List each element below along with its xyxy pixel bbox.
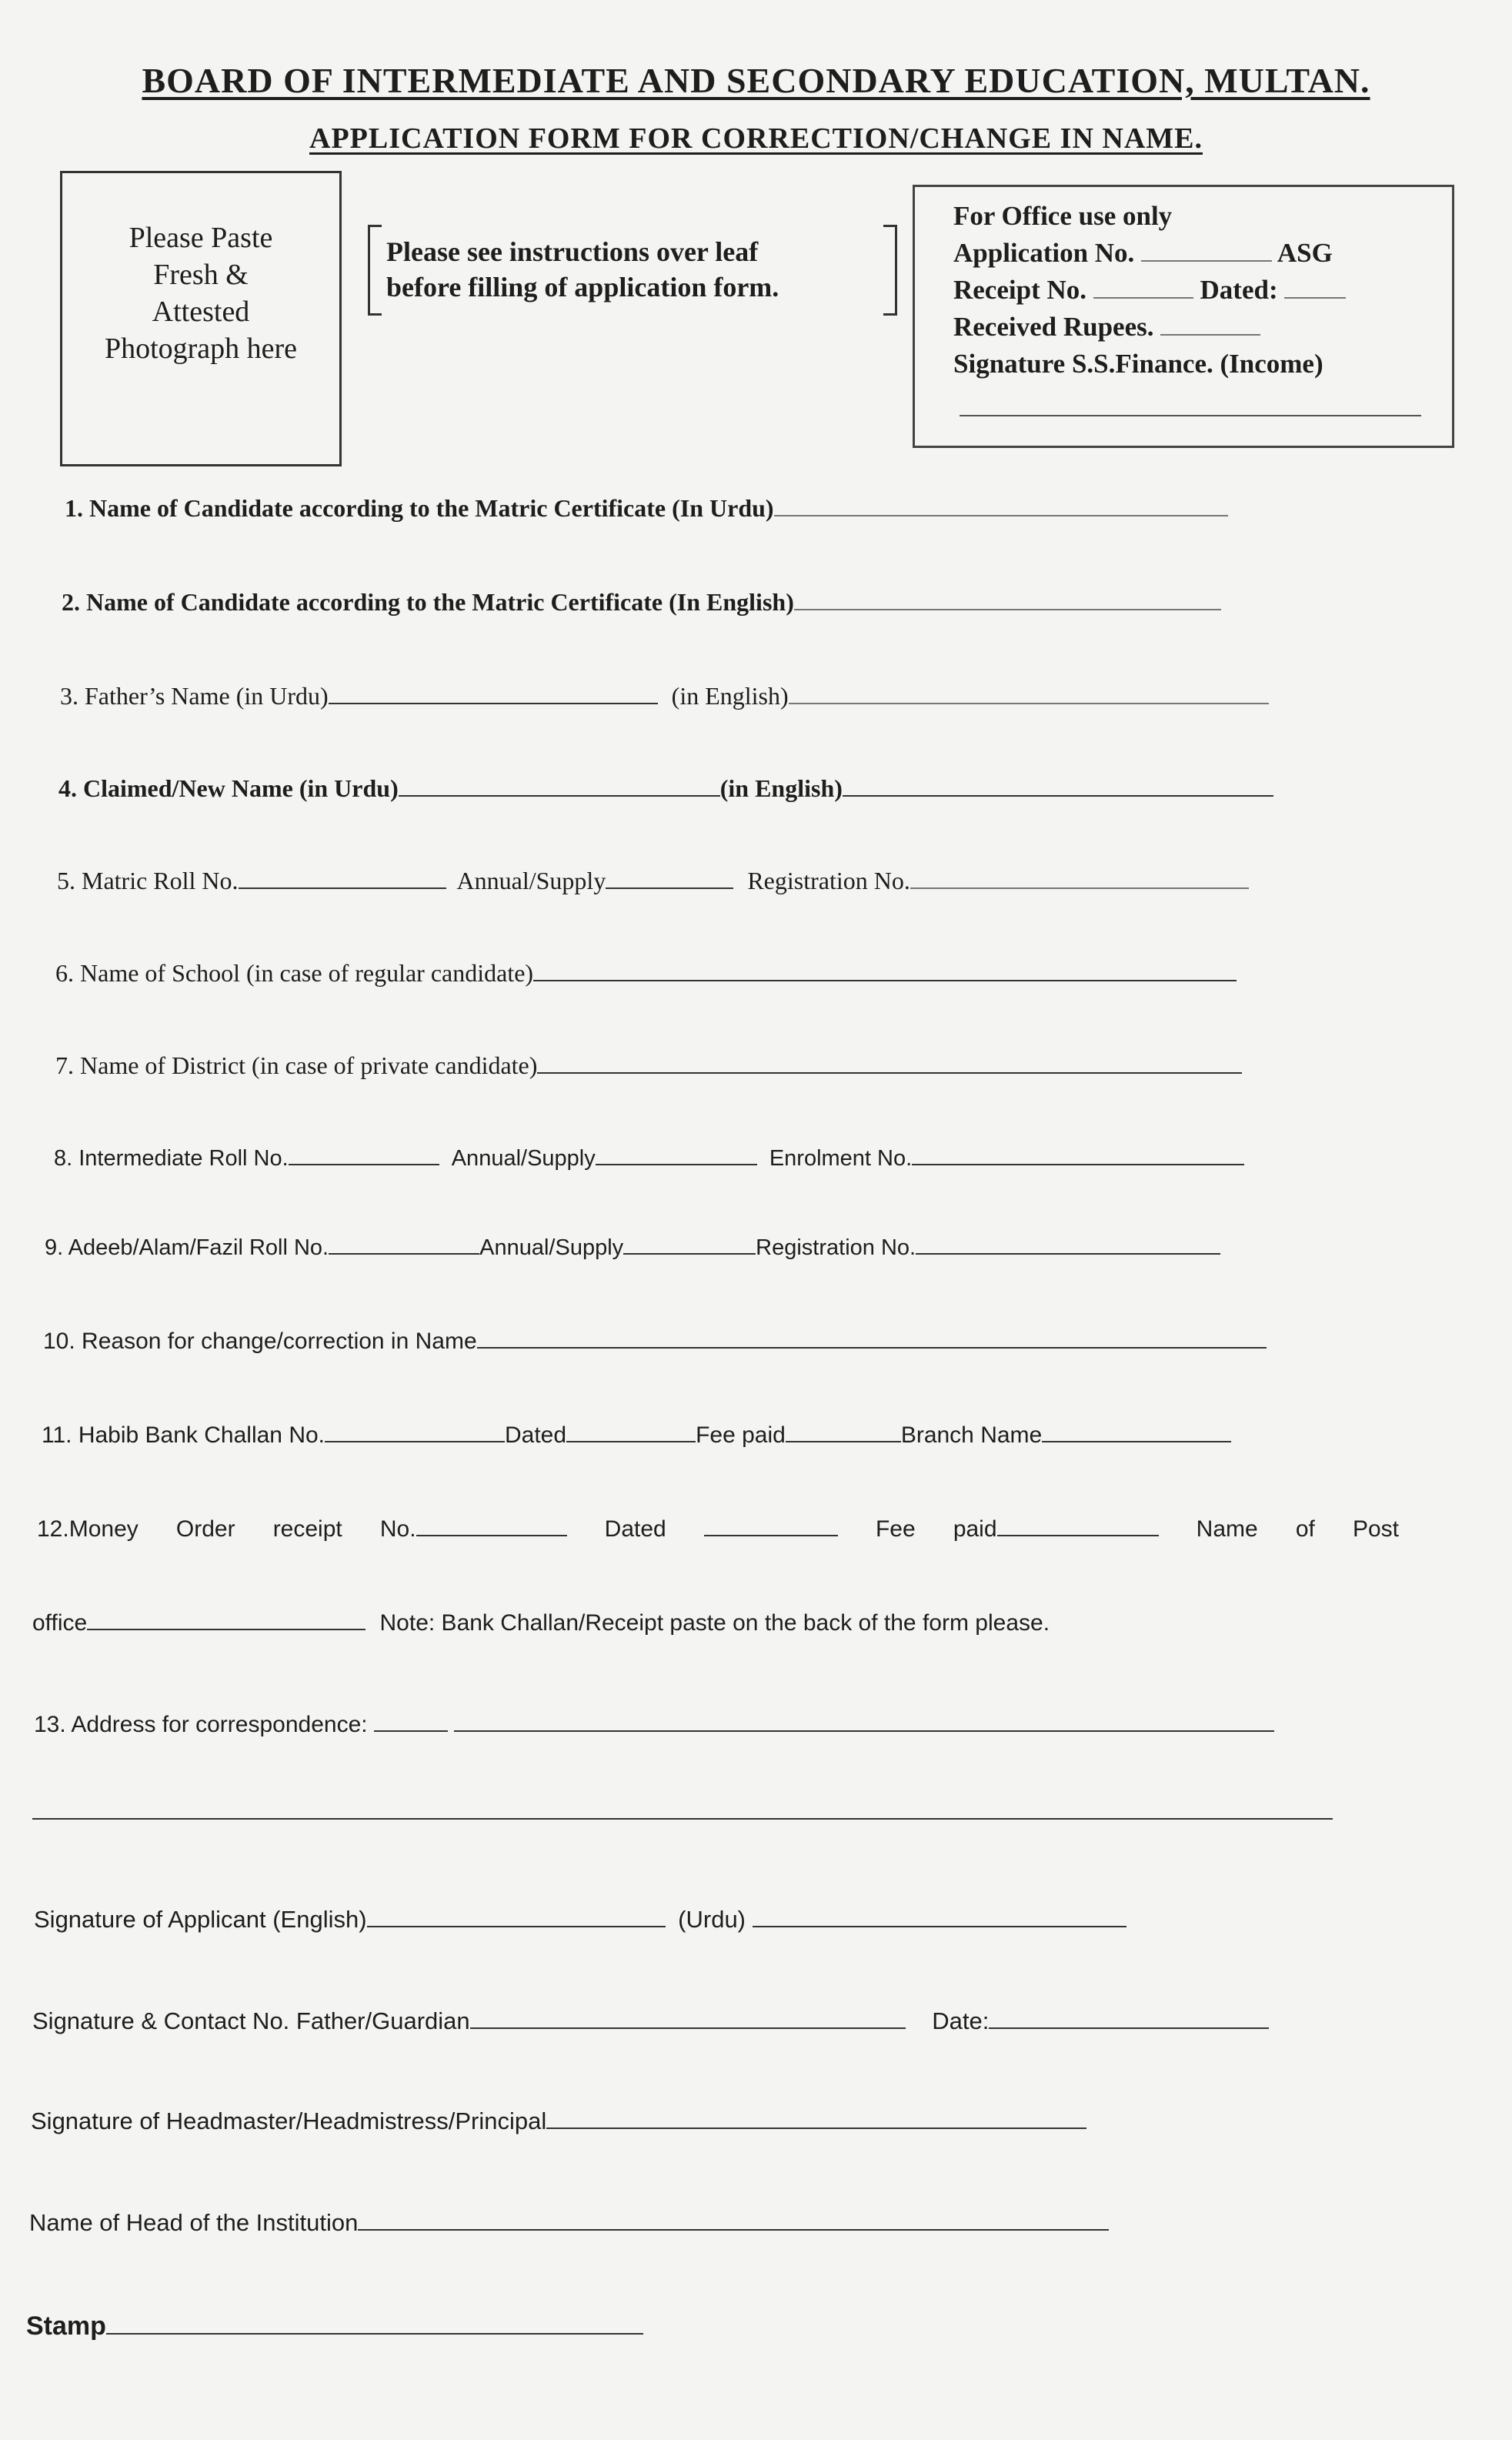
address-line-2[interactable] [32, 1818, 1333, 1820]
urdu-signature-label: (Urdu) [678, 1906, 746, 1933]
photo-paste-box [60, 171, 342, 466]
field-9-row [45, 1232, 1220, 1263]
adeeb-roll-no-input[interactable] [329, 1232, 479, 1255]
challan-note: Note: Bank Challan/Receipt paste on the back of the form please. [379, 1610, 1050, 1636]
intermediate-annual-supply-input[interactable] [596, 1142, 757, 1165]
receipt-no-label: Receipt No. [953, 275, 1087, 305]
field-9-annual-label: Annual/Supply [479, 1235, 624, 1260]
adeeb-registration-no-input[interactable] [916, 1232, 1220, 1255]
field-2-label: 2. Name of Candidate according to the Matric Certificate (In English) [62, 588, 794, 616]
photo-line: Fresh & [153, 259, 249, 291]
received-rupees-label: Received Rupees. [953, 312, 1154, 342]
new-name-english-input[interactable] [843, 774, 1273, 797]
office-rupees-row [953, 309, 1346, 346]
adeeb-annual-supply-input[interactable] [623, 1232, 756, 1255]
field-12-label: 12.Money [37, 1516, 139, 1542]
office-receipt-row [953, 272, 1346, 309]
head-name-input[interactable] [358, 2208, 1109, 2231]
instructions-note [368, 225, 897, 316]
matric-annual-supply-input[interactable] [606, 866, 733, 889]
field-8-label: 8. Intermediate Roll No. [54, 1146, 289, 1171]
challan-dated-input[interactable] [566, 1419, 696, 1442]
name-english-input[interactable] [794, 587, 1221, 610]
asg-label: ASG [1277, 238, 1333, 268]
instructions-text [386, 234, 779, 305]
left-bracket [368, 225, 382, 316]
photo-line: Attested [152, 296, 250, 328]
field-7-label: 7. Name of District (in case of private candidate) [55, 1051, 538, 1079]
application-no-field[interactable] [1141, 239, 1272, 262]
field-12-row [37, 1513, 1399, 1545]
office-application-row [953, 235, 1346, 272]
field-12-of: of [1295, 1516, 1315, 1542]
matric-roll-no-input[interactable] [239, 866, 446, 889]
applicant-signature-urdu-input[interactable] [753, 1904, 1126, 1927]
office-dated-field[interactable] [1284, 276, 1346, 299]
received-rupees-field[interactable] [1160, 313, 1260, 336]
stamp-area[interactable] [106, 2311, 643, 2335]
field-5-row [57, 865, 1249, 896]
field-11-branch-label: Branch Name [900, 1422, 1043, 1448]
headmaster-signature-row [31, 2106, 1086, 2137]
field-9-label: 9. Adeeb/Alam/Fazil Roll No. [45, 1235, 329, 1260]
photo-line: Please Paste [129, 222, 273, 254]
address-input-start[interactable] [374, 1709, 448, 1732]
field-11-row [42, 1419, 1231, 1451]
enrolment-no-input[interactable] [912, 1142, 1244, 1165]
money-order-dated-input[interactable] [704, 1513, 838, 1536]
field-11-dated-label: Dated [505, 1422, 567, 1448]
guardian-date-input[interactable] [989, 2006, 1269, 2029]
field-13-row [34, 1709, 1274, 1740]
field-6-row [55, 958, 1237, 988]
form-title: APPLICATION FORM FOR CORRECTION/CHANGE IN NAME. [309, 122, 1203, 155]
stamp-label: Stamp [26, 2311, 106, 2341]
head-name-label: Name of Head of the Institution [29, 2209, 359, 2236]
field-11-fee-label: Fee paid [696, 1422, 786, 1448]
applicant-signature-english-input[interactable] [367, 1904, 666, 1927]
finance-signature-line[interactable] [960, 415, 1421, 416]
school-name-input[interactable] [533, 958, 1237, 981]
headmaster-signature-label: Signature of Headmaster/Headmistress/Principal [31, 2107, 547, 2134]
district-name-input[interactable] [537, 1051, 1242, 1074]
guardian-signature-input[interactable] [470, 2006, 906, 2029]
field-3-english-label: (in English) [671, 682, 789, 710]
field-1-label: 1. Name of Candidate according to the Matric Certificate (In Urdu) [65, 494, 774, 522]
right-bracket [883, 225, 897, 316]
field-5-label: 5. Matric Roll No. [57, 867, 239, 894]
office-use-box [913, 185, 1454, 448]
field-12-dated: Dated [604, 1516, 666, 1542]
field-3-label: 3. Father’s Name (in Urdu) [60, 682, 329, 710]
field-12-continuation [32, 1607, 1050, 1639]
headmaster-signature-input[interactable] [546, 2106, 1086, 2129]
field-12-paid: paid [953, 1513, 1159, 1545]
intermediate-roll-no-input[interactable] [289, 1142, 439, 1165]
field-9-registration-label: Registration No. [756, 1235, 916, 1260]
name-urdu-input[interactable] [774, 493, 1228, 516]
money-order-fee-input[interactable] [997, 1513, 1159, 1536]
field-12-receipt: receipt [272, 1516, 342, 1542]
guardian-signature-label: Signature & Contact No. Father/Guardian [32, 2007, 470, 2034]
post-office-label: office [32, 1610, 88, 1636]
field-2-row [62, 587, 1221, 617]
new-name-urdu-input[interactable] [399, 774, 720, 797]
field-4-label: 4. Claimed/New Name (in Urdu) [58, 774, 399, 802]
field-12-name: Name [1196, 1516, 1258, 1542]
field-1-row [65, 493, 1228, 523]
father-name-english-input[interactable] [789, 681, 1269, 704]
field-5-annual-label: Annual/Supply [456, 867, 606, 894]
finance-signature-label: Signature S.S.Finance. (Income) [953, 349, 1323, 379]
photo-line: Photograph here [104, 333, 298, 365]
reason-input[interactable] [477, 1325, 1267, 1349]
field-8-enrolment-label: Enrolment No. [769, 1146, 913, 1171]
field-3-row [60, 680, 1269, 711]
stamp-row [26, 2311, 643, 2341]
field-11-label: 11. Habib Bank Challan No. [42, 1422, 325, 1448]
guardian-signature-row [32, 2006, 1269, 2037]
instructions-line: Please see instructions over leaf [386, 236, 759, 267]
challan-fee-input[interactable] [786, 1419, 901, 1442]
dated-label: Dated: [1200, 275, 1278, 305]
office-use-content [953, 198, 1346, 383]
field-12-order: Order [175, 1516, 235, 1542]
office-heading: For Office use only [953, 201, 1173, 231]
field-6-label: 6. Name of School (in case of regular candidate) [55, 959, 534, 987]
receipt-no-field[interactable] [1093, 276, 1193, 299]
field-12-post: Post [1352, 1516, 1399, 1542]
field-13-label: 13. Address for correspondence: [34, 1712, 368, 1737]
field-7-row [55, 1050, 1242, 1081]
photo-instruction [62, 219, 339, 367]
field-10-label: 10. Reason for change/correction in Name [43, 1329, 477, 1354]
field-4-row [58, 773, 1273, 804]
field-4-english-label: (in English) [719, 774, 843, 802]
instructions-line: before filling of application form. [386, 272, 779, 302]
field-12-no: No. [380, 1513, 567, 1545]
challan-no-input[interactable] [325, 1419, 505, 1442]
applicant-signature-row [34, 1904, 1126, 1935]
address-input[interactable] [454, 1709, 1274, 1732]
form-board-title: BOARD OF INTERMEDIATE AND SECONDARY EDUCATION, MULTAN. [142, 61, 1370, 100]
head-name-row [29, 2208, 1109, 2238]
matric-registration-no-input[interactable] [910, 866, 1249, 889]
field-8-row [54, 1142, 1244, 1174]
father-name-urdu-input[interactable] [329, 681, 658, 704]
application-no-label: Application No. [953, 238, 1135, 268]
field-12-fee: Fee [875, 1516, 916, 1542]
field-8-annual-label: Annual/Supply [451, 1146, 596, 1171]
field-10-row [43, 1325, 1267, 1357]
post-office-input[interactable] [87, 1607, 365, 1630]
date-label: Date: [932, 2007, 990, 2034]
money-order-no-input[interactable] [416, 1513, 567, 1536]
branch-name-input[interactable] [1042, 1419, 1231, 1442]
applicant-signature-label: Signature of Applicant (English) [34, 1906, 367, 1933]
field-5-registration-label: Registration No. [747, 867, 910, 894]
